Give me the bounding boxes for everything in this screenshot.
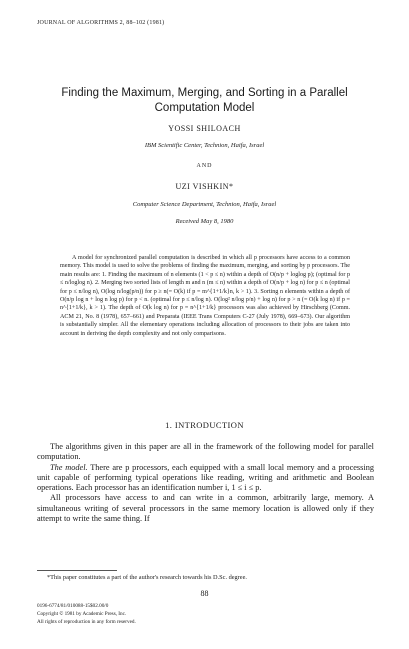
- section-heading: 1. INTRODUCTION: [165, 420, 244, 430]
- paragraph: The algorithms given in this paper are all in the framework of the following model for parallel computation.: [37, 442, 374, 462]
- page-number: 88: [200, 589, 209, 598]
- abstract-text: A model for synchronized parallel computation is described in which all p processors have access to a common memory. This model is used to solve the problems of finding the maximum, merging, and sorting by p processors. The main results are: 1. Finding the maximum of n elements (1 < p ≤ n) within a depth of O(n/p + loglog p); (optimal for p ≤ n/loglog n). 2. Merging two sorted lists of length m and n (m ≤ n) within a depth of O(n/p + log n) for p ≤ n (optimal for p ≤ n/log n), O(log n/log(p/n)) for p ≥ n(= O(k) if p = m^{1+1/k}n, k > 1). 3. Sorting n elements within a depth of O(n/p log n + log n log p) for p < n. (optimal for p ≤ n/log n). O(log² n/log p/n) + log n) for p > n (= O(k log n) if p = n^{1+1/k}, k > 1). The depth of O(k log n) for p = n^{1+1/k} processors was also achieved by Hirschberg (Comm. ACM 21, No. 8 (1978), 657–661) and Preparata (IEEE Trans Computers C-27 (July 1978), 669–673). Our algorithm is substantially simpler. All the elementary operations including allocation of processors to their jobs are taken into account in deriving the depth complexity and not only comparisons.: [60, 255, 350, 337]
- author-name: YOSSI SHILOACH: [168, 124, 241, 133]
- copyright-line: 0196-6774/81/010088-15$02.00/0: [37, 603, 109, 609]
- journal-header: JOURNAL OF ALGORITHMS 2, 88–102 (1981): [37, 20, 165, 26]
- author-affiliation: IBM Scientific Center, Technion, Haifa, Israel: [144, 142, 265, 149]
- author-name: UZI VISHKIN*: [175, 182, 234, 191]
- and-separator: AND: [196, 163, 213, 169]
- footnote: *This paper constitutes a part of the author's research towards his D.Sc. degree.: [47, 574, 247, 581]
- paragraph-text: There are p processors, each equipped with a small local memory and a processing unit capable of performing typical operations like reading, writing and arithmetic and Boolean operations. Each processor has an identification number i, 1 ≤ i ≤ p.: [37, 462, 374, 493]
- body-text: [37, 442, 374, 524]
- copyright-line: All rights of reproduction in any form reserved.: [37, 619, 136, 625]
- author-affiliation: Computer Science Department, Technion, Haifa, Israel: [132, 201, 277, 208]
- paragraph-lead: The model.: [50, 462, 88, 472]
- received-date: Received May 8, 1980: [175, 218, 234, 225]
- paragraph: All processors have access to and can write in a common, arbitrarily large, memory. A simultaneous writing of several processors in the same memory location is allowed only if they attempt to write the same thing. If: [37, 493, 374, 524]
- paper-title: Finding the Maximum, Merging, and Sorting in a Parallel Computation Model: [61, 87, 348, 114]
- paragraph: [37, 463, 374, 494]
- abstract: [60, 254, 350, 338]
- footnote-rule: [37, 570, 117, 571]
- copyright-line: Copyright © 1981 by Academic Press, Inc.: [37, 611, 127, 617]
